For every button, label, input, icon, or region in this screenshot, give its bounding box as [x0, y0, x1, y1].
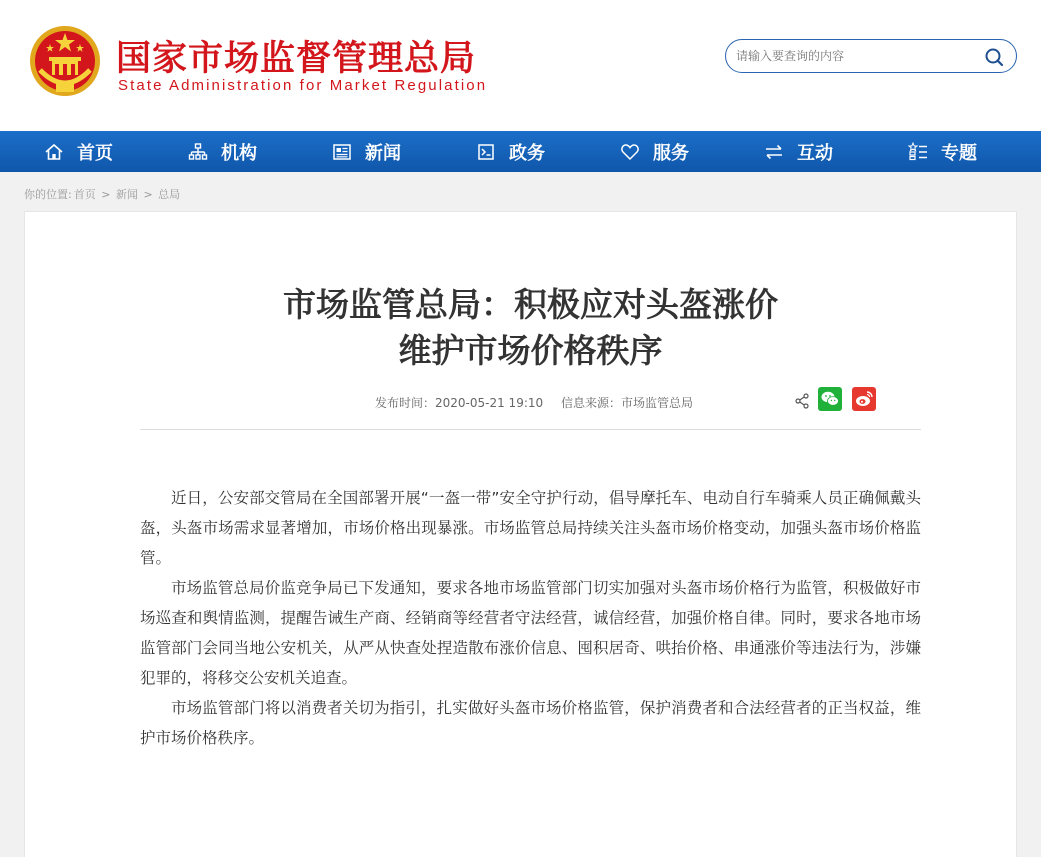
breadcrumb-separator: > — [101, 188, 111, 201]
nav-item-org[interactable] — [188, 131, 257, 172]
article-title-line2: 维护市场价格秩序 — [398, 331, 663, 370]
heart-icon — [620, 142, 640, 162]
nav-label: 服务 — [653, 142, 689, 164]
nav-label: 新闻 — [365, 142, 401, 164]
org-chart-icon — [188, 142, 208, 162]
nav-item-interaction[interactable] — [764, 131, 833, 172]
article-title — [0, 282, 1041, 374]
exchange-icon — [764, 142, 784, 162]
wechat-icon[interactable] — [818, 387, 842, 411]
breadcrumb-separator: > — [143, 188, 153, 201]
breadcrumb-news[interactable]: 新闻 — [115, 188, 138, 201]
breadcrumb-prefix: 你的位置: — [24, 188, 72, 201]
search-icon[interactable] — [984, 47, 1004, 67]
article-paragraph: 市场监管部门将以消费者关切为指引，扎实做好头盔市场价格监管，保护消费者和合法经营者的正当权益，维护市场价格秩序。 — [140, 699, 921, 747]
article-title-line1: 市场监管总局：积极应对头盔涨价 — [283, 285, 778, 324]
main-nav — [0, 131, 1041, 172]
document-icon — [476, 142, 496, 162]
nav-item-government[interactable] — [476, 131, 545, 172]
nav-item-topics[interactable] — [908, 131, 977, 172]
nav-item-news[interactable] — [332, 131, 401, 172]
weibo-icon[interactable] — [852, 387, 876, 411]
nav-label: 专题 — [941, 142, 977, 164]
nav-label: 政务 — [509, 142, 545, 164]
nav-label: 机构 — [221, 142, 257, 164]
publish-time: 发布时间：2020-05-21 19:10 — [375, 396, 544, 410]
site-title-cn[interactable]: 国家市场监督管理总局 — [116, 39, 477, 79]
topics-icon — [908, 142, 928, 162]
newspaper-icon — [332, 142, 352, 162]
article-paragraph: 市场监管总局价监竞争局已下发通知，要求各地市场监管部门切实加强对头盔市场价格行为监管，积极做好市场巡查和舆情监测，提醒告诫生产商、经销商等经营者守法经营，诚信经营，加强价格自律。同时，要求各地市场监管部门会同当地公安机关，从严从快查处捏造散布涨价信息、囤积居奇、哄抬价格、串通涨价等违法行为，涉嫌犯罪的，将移交公安机关追查。 — [140, 579, 921, 687]
site-title-en[interactable]: State Administration for Market Regulation — [118, 77, 488, 94]
home-icon — [44, 142, 64, 162]
search-input[interactable] — [736, 46, 976, 66]
nav-item-service[interactable] — [620, 131, 689, 172]
article-source: 信息来源：市场监管总局 — [560, 396, 693, 410]
share-icon[interactable] — [794, 393, 810, 409]
search-box — [725, 39, 1017, 73]
breadcrumb-home[interactable]: 首页 — [73, 188, 96, 201]
nav-label: 互动 — [797, 142, 833, 164]
national-emblem-icon[interactable] — [28, 24, 102, 98]
nav-label: 首页 — [77, 142, 113, 164]
article-paragraph: 近日，公安部交管局在全国部署开展“一盔一带”安全守护行动，倡导摩托车、电动自行车骑乘人员正确佩戴头盔，头盔市场需求显著增加，市场价格出现暴涨。市场监管总局持续关注头盔市场价格变动，加强头盔市场价格监管。 — [140, 489, 921, 567]
meta-divider — [140, 429, 921, 430]
nav-item-home[interactable] — [44, 131, 113, 172]
article-meta — [375, 394, 707, 411]
site-header — [0, 0, 1041, 131]
breadcrumb-headquarters[interactable]: 总局 — [158, 188, 181, 201]
breadcrumb — [24, 186, 182, 202]
article-body — [140, 483, 921, 753]
